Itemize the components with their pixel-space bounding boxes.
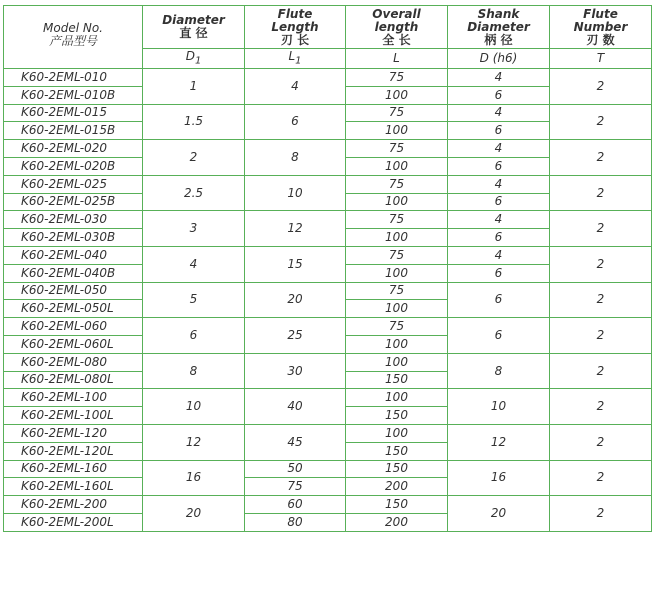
overall-length-header (346, 6, 448, 49)
diameter-cell: 1.5 (143, 104, 245, 140)
table-row (4, 140, 652, 158)
model-cell: K60-2EML-040 (4, 246, 143, 264)
flute-number-cell: 2 (550, 460, 652, 496)
model-cell: K60-2EML-025B (4, 193, 143, 211)
overall-length-cell: 200 (346, 478, 448, 496)
model-cell: K60-2EML-080 (4, 353, 143, 371)
table-row (4, 246, 652, 264)
diameter-symbol (143, 49, 245, 69)
diameter-cell: 10 (143, 389, 245, 425)
flute-number-cell: 2 (550, 69, 652, 105)
flute-number-cell: 2 (550, 211, 652, 247)
table-row (4, 69, 652, 87)
overall-length-cell: 100 (346, 353, 448, 371)
model-cell: K60-2EML-160L (4, 478, 143, 496)
overall-length-cell: 100 (346, 229, 448, 247)
flute-number-cell: 2 (550, 104, 652, 140)
table-row (4, 353, 652, 371)
model-header-zh: 产品型号 (48, 34, 97, 48)
shank-diameter-cell: 16 (448, 460, 550, 496)
overall-length-cell: 75 (346, 246, 448, 264)
overall-length-cell: 100 (346, 86, 448, 104)
flute-length-cell: 10 (245, 175, 346, 211)
shank-diameter-header-en2: Diameter (467, 19, 530, 34)
flute-length-cell: 80 (245, 513, 346, 531)
shank-diameter-cell: 6 (448, 264, 550, 282)
table-row (4, 496, 652, 514)
table-row (4, 175, 652, 193)
model-cell: K60-2EML-010 (4, 69, 143, 87)
flute-number-cell: 2 (550, 282, 652, 318)
model-cell: K60-2EML-040B (4, 264, 143, 282)
flute-number-symbol: T (550, 49, 652, 69)
shank-diameter-cell: 20 (448, 496, 550, 532)
model-header-en: Model No. (43, 21, 103, 35)
overall-length-cell: 100 (346, 335, 448, 353)
flute-number-header-zh: 刃 数 (586, 32, 615, 47)
flute-number-header (550, 6, 652, 49)
flute-number-cell: 2 (550, 496, 652, 532)
model-header (4, 6, 143, 69)
overall-length-header-en1: Overall (372, 6, 421, 21)
shank-diameter-cell: 4 (448, 211, 550, 229)
flute-number-header-en1: Flute (583, 6, 618, 21)
overall-length-cell: 150 (346, 407, 448, 425)
flute-length-cell: 45 (245, 424, 346, 460)
shank-diameter-header (448, 6, 550, 49)
shank-diameter-header-zh: 柄 径 (484, 32, 513, 47)
flute-number-cell: 2 (550, 175, 652, 211)
flute-length-cell: 50 (245, 460, 346, 478)
overall-length-cell: 100 (346, 424, 448, 442)
shank-diameter-cell: 6 (448, 229, 550, 247)
model-cell: K60-2EML-015 (4, 104, 143, 122)
overall-length-cell: 75 (346, 211, 448, 229)
flute-number-cell: 2 (550, 353, 652, 389)
model-cell: K60-2EML-020 (4, 140, 143, 158)
overall-length-cell: 150 (346, 496, 448, 514)
model-cell: K60-2EML-010B (4, 86, 143, 104)
flute-length-cell: 40 (245, 389, 346, 425)
flute-length-cell: 75 (245, 478, 346, 496)
overall-length-cell: 75 (346, 104, 448, 122)
shank-diameter-cell: 6 (448, 282, 550, 318)
model-cell: K60-2EML-030 (4, 211, 143, 229)
diameter-cell: 20 (143, 496, 245, 532)
diameter-header-zh: 直 径 (179, 26, 208, 40)
diameter-header (143, 6, 245, 49)
shank-diameter-cell: 6 (448, 122, 550, 140)
overall-length-cell: 150 (346, 460, 448, 478)
overall-length-cell: 75 (346, 282, 448, 300)
overall-length-cell: 150 (346, 442, 448, 460)
diameter-cell: 3 (143, 211, 245, 247)
overall-length-cell: 200 (346, 513, 448, 531)
model-cell: K60-2EML-060 (4, 318, 143, 336)
table-row (4, 211, 652, 229)
flute-number-cell: 2 (550, 246, 652, 282)
diameter-cell: 2 (143, 140, 245, 176)
overall-length-cell: 75 (346, 69, 448, 87)
diameter-cell: 12 (143, 424, 245, 460)
flute-length-cell: 15 (245, 246, 346, 282)
model-cell: K60-2EML-200L (4, 513, 143, 531)
flute-length-cell: 30 (245, 353, 346, 389)
shank-diameter-cell: 4 (448, 69, 550, 87)
flute-length-header-zh: 刃 长 (280, 32, 310, 47)
diameter-symbol-sub: 1 (194, 55, 202, 67)
diameter-cell: 4 (143, 246, 245, 282)
table-row (4, 389, 652, 407)
overall-length-cell: 100 (346, 264, 448, 282)
model-cell: K60-2EML-120 (4, 424, 143, 442)
overall-length-header-en2: length (374, 19, 419, 34)
table-row (4, 104, 652, 122)
diameter-cell: 5 (143, 282, 245, 318)
shank-diameter-cell: 4 (448, 104, 550, 122)
overall-length-cell: 150 (346, 371, 448, 389)
flute-length-cell: 6 (245, 104, 346, 140)
shank-diameter-cell: 12 (448, 424, 550, 460)
flute-length-symbol-letter: L (288, 48, 296, 63)
model-cell: K60-2EML-060L (4, 335, 143, 353)
model-cell: K60-2EML-025 (4, 175, 143, 193)
overall-length-cell: 100 (346, 193, 448, 211)
overall-length-cell: 75 (346, 318, 448, 336)
overall-length-header-zh: 全 长 (382, 32, 411, 47)
overall-length-symbol: L (346, 49, 448, 69)
diameter-cell: 16 (143, 460, 245, 496)
model-cell: K60-2EML-080L (4, 371, 143, 389)
model-cell: K60-2EML-050 (4, 282, 143, 300)
flute-number-cell: 2 (550, 318, 652, 354)
model-cell: K60-2EML-050L (4, 300, 143, 318)
flute-length-cell: 12 (245, 211, 346, 247)
table-row (4, 460, 652, 478)
shank-diameter-header-en1: Shank (477, 6, 520, 21)
flute-number-header-en2: Number (573, 19, 628, 34)
table-row (4, 282, 652, 300)
flute-length-symbol-sub: 1 (295, 55, 302, 67)
shank-diameter-cell: 4 (448, 140, 550, 158)
overall-length-cell: 100 (346, 389, 448, 407)
spec-table-body (4, 69, 652, 532)
flute-length-header-en2: Length (271, 19, 319, 34)
shank-diameter-cell: 10 (448, 389, 550, 425)
diameter-symbol-letter: D (185, 48, 195, 63)
shank-diameter-cell: 8 (448, 353, 550, 389)
model-cell: K60-2EML-100 (4, 389, 143, 407)
flute-length-header (245, 6, 346, 49)
model-cell: K60-2EML-020B (4, 157, 143, 175)
diameter-cell: 2.5 (143, 175, 245, 211)
flute-number-cell: 2 (550, 424, 652, 460)
shank-diameter-cell: 6 (448, 193, 550, 211)
diameter-cell: 6 (143, 318, 245, 354)
header-row (4, 6, 652, 49)
diameter-cell: 8 (143, 353, 245, 389)
flute-number-cell: 2 (550, 389, 652, 425)
overall-length-cell: 100 (346, 300, 448, 318)
flute-length-cell: 20 (245, 282, 346, 318)
overall-length-cell: 100 (346, 122, 448, 140)
shank-diameter-cell: 4 (448, 246, 550, 264)
model-cell: K60-2EML-160 (4, 460, 143, 478)
shank-diameter-cell: 4 (448, 175, 550, 193)
flute-length-header-en1: Flute (277, 6, 313, 21)
overall-length-cell: 100 (346, 157, 448, 175)
flute-length-symbol (245, 49, 346, 69)
flute-length-cell: 4 (245, 69, 346, 105)
flute-length-cell: 25 (245, 318, 346, 354)
overall-length-cell: 75 (346, 140, 448, 158)
shank-diameter-cell: 6 (448, 157, 550, 175)
spec-table (3, 5, 652, 532)
flute-length-cell: 60 (245, 496, 346, 514)
table-row (4, 318, 652, 336)
flute-length-cell: 8 (245, 140, 346, 176)
model-cell: K60-2EML-015B (4, 122, 143, 140)
model-cell: K60-2EML-120L (4, 442, 143, 460)
diameter-cell: 1 (143, 69, 245, 105)
model-cell: K60-2EML-100L (4, 407, 143, 425)
shank-diameter-symbol: D (h6) (448, 49, 550, 69)
overall-length-cell: 75 (346, 175, 448, 193)
flute-number-cell: 2 (550, 140, 652, 176)
shank-diameter-cell: 6 (448, 318, 550, 354)
table-row (4, 424, 652, 442)
diameter-header-en: Diameter (162, 13, 225, 27)
model-cell: K60-2EML-030B (4, 229, 143, 247)
shank-diameter-cell: 6 (448, 86, 550, 104)
model-cell: K60-2EML-200 (4, 496, 143, 514)
